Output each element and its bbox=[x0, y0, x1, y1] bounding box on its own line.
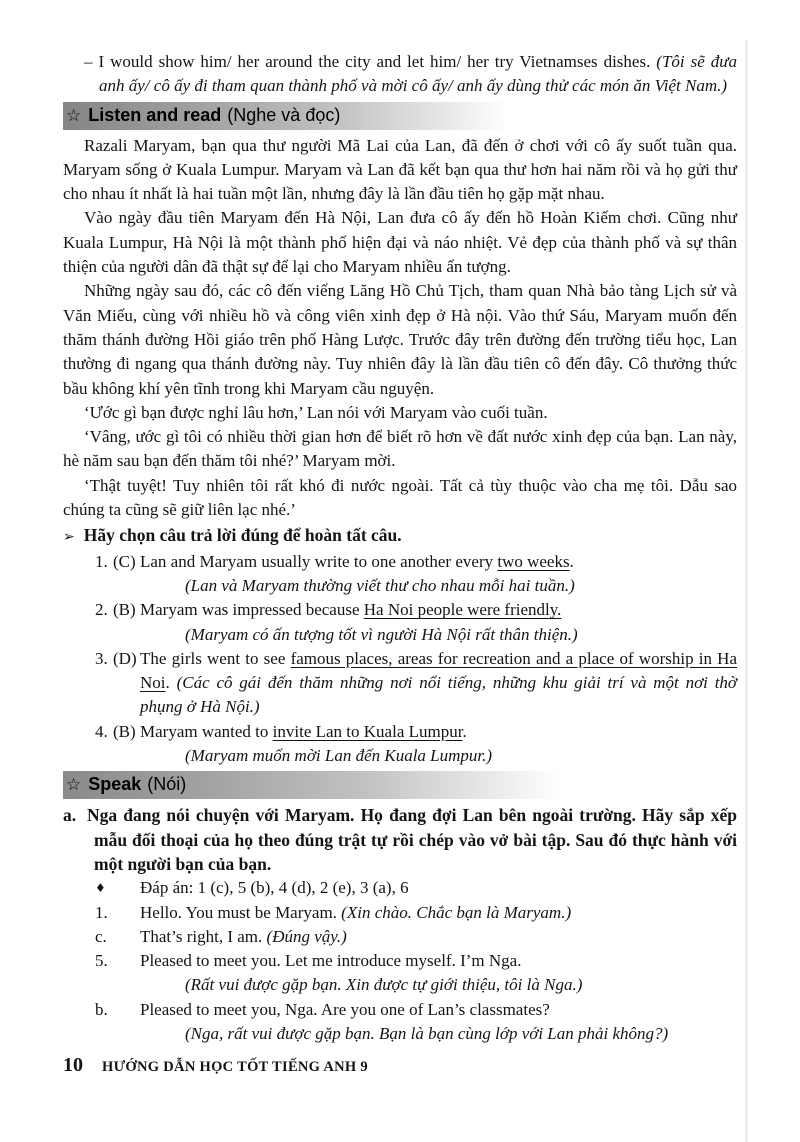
page-footer bbox=[63, 1053, 737, 1079]
dialogue-label: 1. bbox=[95, 902, 108, 922]
scan-artifact bbox=[745, 40, 748, 1142]
dialogue-translation: (Nga, rất vui được gặp bạn. Bạn là bạn cùng lớp với Lan phải không?) bbox=[185, 1023, 669, 1043]
answer-key-text: Đáp án: 1 (c), 5 (b), 4 (d), 2 (e), 3 (a), 6 bbox=[140, 878, 409, 898]
answer-text: The girls went to see bbox=[140, 648, 291, 668]
task-label: a. bbox=[63, 805, 77, 826]
reading-passage bbox=[63, 134, 737, 523]
answer-underlined-text: Ha Noi people were friendly. bbox=[363, 600, 562, 620]
intro-bullet bbox=[84, 50, 737, 99]
answer-text: Maryam was impressed because bbox=[140, 600, 364, 620]
passage-paragraph: ‘Thật tuyệt! Tuy nhiên tôi rất khó đi nước ngoài. Tất cả tùy thuộc vào cha mẹ tôi. Dẫu sao chúng ta cũng sẽ giữ liên lạc nhé.’ bbox=[63, 475, 737, 520]
answer-underlined-text: famous places, areas for recreation and a place of worship in Ha Noi bbox=[140, 648, 737, 693]
dash-bullet: – bbox=[84, 52, 93, 71]
answers-list bbox=[63, 550, 737, 769]
answer-item-4 bbox=[95, 720, 737, 769]
answer-letter: (B) bbox=[113, 600, 136, 620]
answer-text: Lan and Maryam usually write to one another every bbox=[140, 551, 498, 571]
dialogue-label: c. bbox=[95, 926, 107, 946]
dialogue-english: Pleased to meet you. Let me introduce myself. I’m Nga. bbox=[140, 951, 522, 971]
answer-text-end: . bbox=[462, 721, 467, 741]
passage-paragraph: Những ngày sau đó, các cô đến viếng Lăng Hồ Chủ Tịch, tham quan Nhà bảo tàng Lịch sử và Văn Miếu, cùng với nhiều hồ và công viên xinh đẹp ở Hà nội. Vào thứ Sáu, Maryam muốn đến thăm thánh đường Hồi giáo trên phố Hàng Lược. Trước đây trên đường đến trường tiểu học, Lan thường đi ngang qua thánh đường này. Tuy nhiên đây là lần đầu tiên cô đến đây. Cô thưởng thức bầu không khí yên tĩnh trong khi Maryam cầu nguyện. bbox=[63, 281, 737, 398]
answer-item-1 bbox=[95, 550, 737, 599]
answer-text: Maryam wanted to bbox=[140, 721, 273, 741]
dialogue-list bbox=[63, 901, 737, 1047]
answer-number: 2. bbox=[95, 600, 108, 620]
passage-paragraph: Vào ngày đầu tiên Maryam đến Hà Nội, Lan đưa cô ấy đến hồ Hoàn Kiếm chơi. Cũng như Kuala Lumpur, Hà Nội là một thành phố hiện đại và náo nhiệt. Vẻ đẹp của thành phố và sự thân thiện của người dân đã thật sự để lại cho Maryam nhiều ấn tượng. bbox=[63, 208, 737, 277]
page-number: 10 bbox=[63, 1054, 83, 1077]
answer-translation: (Maryam muốn mời Lan đến Kuala Lumpur.) bbox=[185, 746, 493, 766]
dialogue-english: Hello. You must be Maryam. bbox=[140, 902, 342, 922]
answer-translation: (Lan và Maryam thường viết thư cho nhau mỗi hai tuần.) bbox=[185, 575, 575, 595]
passage-paragraph: ‘Ước gì bạn được nghỉ lâu hơn,’ Lan nói với Maryam vào cuối tuần. bbox=[84, 402, 548, 422]
choose-answer-heading-text: Hãy chọn câu trả lời đúng để hoàn tất câu. bbox=[83, 525, 402, 546]
dialogue-line-1 bbox=[95, 901, 737, 925]
answer-underlined-text: two weeks bbox=[497, 551, 570, 571]
answer-translation: (Các cô gái đến thăm những nơi nổi tiếng, những khu giải trí và một nơi thờ phụng ở Hà Nội.) bbox=[140, 673, 738, 717]
answer-key-line bbox=[95, 876, 737, 900]
dialogue-label: b. bbox=[95, 999, 108, 1019]
star-icon: ☆ bbox=[66, 775, 82, 796]
answer-letter: (C) bbox=[113, 551, 136, 571]
dialogue-english: That’s right, I am. bbox=[140, 926, 267, 946]
section-header-speak bbox=[63, 771, 737, 799]
task-text: Nga đang nói chuyện với Maryam. Họ đang đợi Lan bên ngoài trường. Hãy sắp xếp mẫu đối thoại của họ theo đúng trật tự rồi chép vào vở bài tập. Sau đó thực hành với một người bạn của bạn. bbox=[87, 805, 737, 874]
answer-item-3 bbox=[95, 647, 737, 720]
star-icon: ☆ bbox=[66, 105, 82, 126]
answer-number: 3. bbox=[95, 648, 108, 668]
answer-letter: (D) bbox=[113, 648, 137, 668]
dialogue-english: Pleased to meet you, Nga. Are you one of Lan’s classmates? bbox=[140, 999, 550, 1019]
dialogue-translation: (Xin chào. Chắc bạn là Maryam.) bbox=[341, 902, 572, 922]
passage-paragraph: Razali Maryam, bạn qua thư người Mã Lai của Lan, đã đến ở chơi với cô ấy suốt tuần qua. Maryam sống ở Kuala Lumpur. Maryam và Lan đã kết bạn qua thư hơn hai năm rồi và họ gửi thư cho nhau ít nhất là hai tuần một lần, nhưng đây là lần đầu tiên họ gặp mặt nhau. bbox=[63, 135, 737, 204]
answer-number: 1. bbox=[95, 551, 108, 571]
arrowhead-icon: ➢ bbox=[63, 529, 75, 546]
diamond-bullet-icon bbox=[95, 876, 140, 900]
answer-underlined-text: invite Lan to Kuala Lumpur bbox=[272, 721, 463, 741]
answer-letter: (B) bbox=[113, 721, 136, 741]
section-title: Listen and read bbox=[88, 104, 222, 125]
section-subtitle: (Nói) bbox=[147, 774, 187, 795]
answer-number: 4. bbox=[95, 721, 108, 741]
intro-english-text: I would show him/ her around the city and let him/ her try Vietnamses dishes. bbox=[98, 52, 657, 71]
book-title: HƯỚNG DẪN HỌC TỐT TIẾNG ANH 9 bbox=[102, 1059, 368, 1076]
section-header-listen-and-read bbox=[63, 102, 737, 130]
dialogue-label: 5. bbox=[95, 951, 108, 971]
answer-text-end: . bbox=[165, 673, 177, 693]
dialogue-translation: (Rất vui được gặp bạn. Xin được tự giới thiệu, tôi là Nga.) bbox=[185, 975, 583, 995]
dialogue-translation: (Đúng vậy.) bbox=[266, 926, 347, 946]
section-title: Speak bbox=[88, 774, 142, 795]
passage-paragraph: ‘Vâng, ước gì tôi có nhiều thời gian hơn để biết rõ hơn về đất nước xinh đẹp của bạn. Lan này, hè năm sau bạn đến thăm tôi nhé?’ Maryam mời. bbox=[63, 427, 737, 471]
answer-translation: (Maryam có ấn tượng tốt vì người Hà Nội rất thân thiện.) bbox=[185, 624, 578, 644]
answer-text-end: . bbox=[569, 551, 574, 571]
speak-task bbox=[63, 803, 737, 876]
diamond-glyph: ♦ bbox=[95, 881, 106, 896]
intro-vietnamese-translation: (Tôi sẽ đưa anh ấy/ cô ấy đi tham quan thành phố và mời cô ấy/ anh ấy dùng thử các món ăn Việt Nam.) bbox=[99, 52, 737, 96]
section-subtitle: (Nghe và đọc) bbox=[227, 104, 341, 125]
dialogue-line-b bbox=[95, 998, 737, 1047]
dialogue-line-5 bbox=[95, 949, 737, 998]
dialogue-line-c bbox=[95, 925, 737, 949]
answer-item-2 bbox=[95, 598, 737, 647]
choose-answer-heading bbox=[63, 523, 737, 549]
